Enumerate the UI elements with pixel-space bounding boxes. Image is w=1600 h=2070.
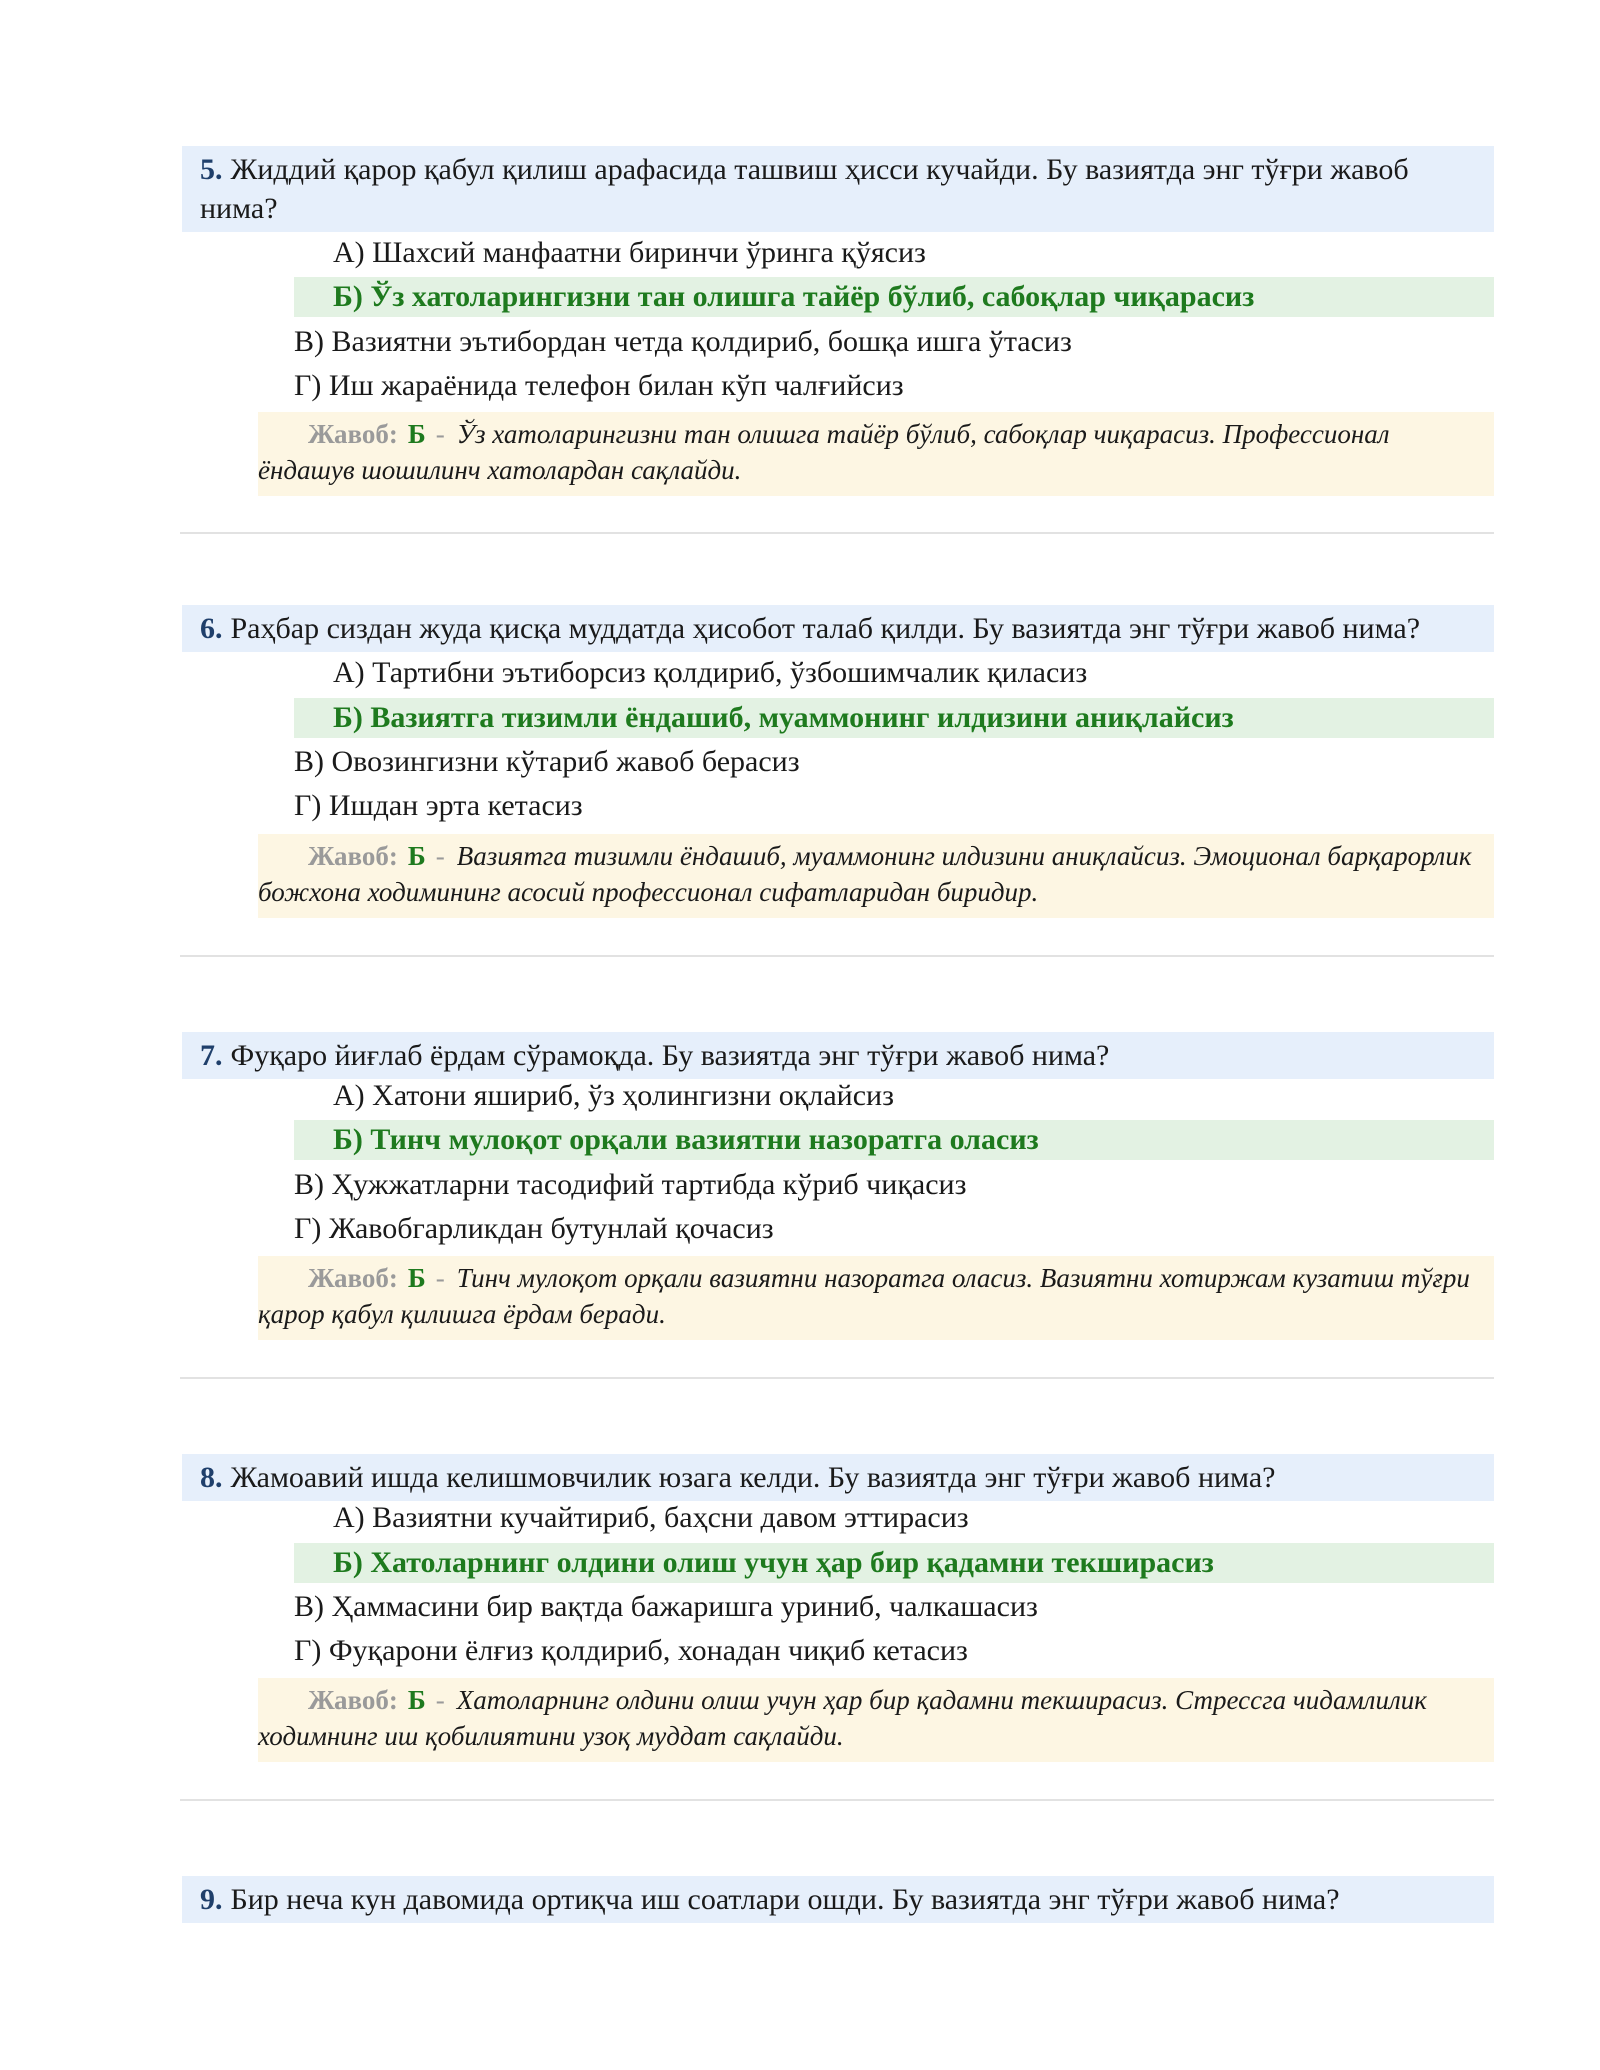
question-9 (182, 1876, 1494, 1923)
divider (180, 532, 1494, 534)
option-a: А) Тартибни эътиборсиз қолдириб, ўзбошимчалик қиласиз (333, 656, 1088, 689)
answer-text: Ўз хатоларингизни тан олишга тайёр бўлиб, сабоқлар чиқарасиз. Профессионал ёндашув шошилинч хатолардан сақлайди. (258, 419, 1390, 485)
option-b-correct: Б) Вазиятга тизимли ёндашиб, муаммонинг илдизини аниқлайсиз (294, 698, 1494, 738)
question-7 (182, 1032, 1494, 1079)
answer-letter: Б (407, 841, 426, 871)
question-number: 8. (200, 1461, 223, 1494)
question-number: 6. (200, 612, 223, 645)
answer-explanation: Жавоб: Б - Ўз хатоларингизни тан олишга тайёр бўлиб, сабоқлар чиқарасиз. Профессионал ёндашув шошилинч хатолардан сақлайди. (258, 412, 1494, 496)
answer-label: Жавоб: (308, 1685, 398, 1715)
answer-explanation: Жавоб: Б - Вазиятга тизимли ёндашиб, муаммонинг илдизини аниқлайсиз. Эмоционал барқарорлик божхона ходимининг асосий профессионал сифатларидан биридир. (258, 834, 1494, 918)
question-text: Фуқаро йиғлаб ёрдам сўрамоқда. Бу вазиятда энг тўғри жавоб нима? (230, 1039, 1110, 1072)
answer-label: Жавоб: (308, 1263, 398, 1293)
option-g: Г) Жавобгарликдан бутунлай қочасиз (294, 1212, 774, 1245)
option-b-correct: Б) Тинч мулоқот орқали вазиятни назоратга оласиз (294, 1120, 1494, 1160)
divider (180, 1799, 1494, 1801)
answer-letter: Б (407, 419, 426, 449)
option-v: В) Овозингизни кўтариб жавоб берасиз (294, 745, 800, 778)
option-g: Г) Иш жараёнида телефон билан кўп чалғийсиз (294, 369, 904, 402)
answer-letter: Б (407, 1685, 426, 1715)
question-number: 9. (200, 1883, 223, 1916)
option-v: В) Вазиятни эътибордан четда қолдириб, бошқа ишга ўтасиз (294, 325, 1072, 358)
option-a: А) Вазиятни кучайтириб, баҳсни давом эттирасиз (333, 1501, 969, 1534)
divider (180, 1377, 1494, 1379)
question-6 (182, 605, 1494, 652)
answer-text: Вазиятга тизимли ёндашиб, муаммонинг илдизини аниқлайсиз. Эмоционал барқарорлик божхона ходимининг асосий профессионал сифатларидан биридир. (258, 841, 1472, 907)
question-number: 5. (200, 153, 223, 186)
option-a: А) Шахсий манфаатни биринчи ўринга қўясиз (333, 236, 926, 269)
answer-text: Хатоларнинг олдини олиш учун ҳар бир қадамни текширасиз. Стрессга чидамлилик ходимнинг иш қобилиятини узоқ муддат сақлайди. (258, 1685, 1427, 1751)
question-5 (182, 146, 1494, 232)
answer-explanation: Жавоб: Б - Тинч мулоқот орқали вазиятни назоратга оласиз. Вазиятни хотиржам кузатиш тўғри қарор қабул қилишга ёрдам беради. (258, 1256, 1494, 1340)
question-number: 7. (200, 1039, 223, 1072)
question-8 (182, 1454, 1494, 1501)
option-a: А) Хатони яшириб, ўз ҳолингизни оқлайсиз (333, 1079, 894, 1112)
option-g: Г) Ишдан эрта кетасиз (294, 789, 583, 822)
answer-label: Жавоб: (308, 841, 398, 871)
option-b-correct: Б) Хатоларнинг олдини олиш учун ҳар бир қадамни текширасиз (294, 1543, 1494, 1583)
answer-text: Тинч мулоқот орқали вазиятни назоратга оласиз. Вазиятни хотиржам кузатиш тўғри қарор қабул қилишга ёрдам беради. (258, 1263, 1470, 1329)
divider (180, 955, 1494, 957)
answer-explanation: Жавоб: Б - Хатоларнинг олдини олиш учун ҳар бир қадамни текширасиз. Стрессга чидамлилик ходимнинг иш қобилиятини узоқ муддат сақлайди. (258, 1678, 1494, 1762)
option-b-correct: Б) Ўз хатоларингизни тан олишга тайёр бўлиб, сабоқлар чиқарасиз (294, 277, 1494, 317)
question-text: Жамоавий ишда келишмовчилик юзага келди. Бу вазиятда энг тўғри жавоб нима? (230, 1461, 1276, 1494)
question-text: Жиддий қарор қабул қилиш арафасида ташвиш ҳисси кучайди. Бу вазиятда энг тўғри жавоб нима? (200, 153, 1409, 225)
question-text: Раҳбар сиздан жуда қисқа муддатда ҳисобот талаб қилди. Бу вазиятда энг тўғри жавоб нима? (230, 612, 1421, 645)
answer-label: Жавоб: (308, 419, 398, 449)
option-g: Г) Фуқарони ёлғиз қолдириб, хонадан чиқиб кетасиз (294, 1634, 968, 1667)
option-v: В) Ҳаммасини бир вақтда бажаришга уриниб, чалкашасиз (294, 1590, 1038, 1623)
answer-letter: Б (407, 1263, 426, 1293)
question-text: Бир неча кун давомида ортиқча иш соатлари ошди. Бу вазиятда энг тўғри жавоб нима? (230, 1883, 1340, 1916)
option-v: В) Ҳужжатларни тасодифий тартибда кўриб чиқасиз (294, 1168, 967, 1201)
